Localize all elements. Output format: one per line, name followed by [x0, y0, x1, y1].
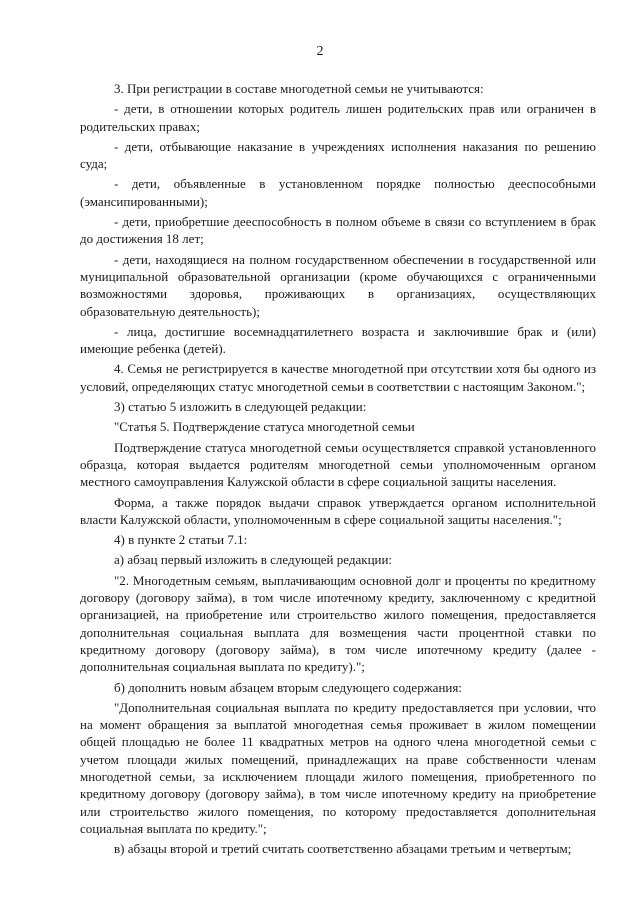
paragraph: "Дополнительная социальная выплата по кредиту предоставляется при условии, что на момент обращения за выплатой многодетная семья проживает в жилом помещении общей площадью не более 11 квадратных метров на одного члена многодетной семьи с учетом площади жилых помещений, принадлежащих на праве собственности членам многодетной семьи, за исключением площади жилого помещения, приобретенного по кредитному договору (договору займа), в том числе ипотечному кредиту на приобретение или строительство жилого помещения, по которому предоставляется дополнительная социальная выплата по кредиту."; — [80, 699, 596, 836]
paragraph: Подтверждение статуса многодетной семьи осуществляется справкой установленного образца, которая выдается родителям многодетной семьи уполномоченным органом местного самоуправления Калужской области в сфере социальной защиты населения. — [80, 439, 596, 490]
paragraph: Форма, а также порядок выдачи справок утверждается органом исполнительной власти Калужской области, уполномоченным в сфере социальной защиты населения."; — [80, 494, 596, 527]
page-number: 2 — [316, 44, 324, 59]
paragraph: б) дополнить новым абзацем вторым следующего содержания: — [114, 679, 462, 695]
document-body — [80, 80, 596, 860]
list-item: - дети, в отношении которых родитель лишен родительских прав или ограничен в родительских правах; — [80, 101, 596, 134]
paragraph: а) абзац первый изложить в следующей редакции: — [114, 552, 393, 568]
article-heading: "Статья 5. Подтверждение статуса многодетной семьи — [114, 419, 415, 435]
list-item: - дети, приобретшие дееспособность в полном объеме в связи со вступлением в брак до достижения 18 лет; — [80, 214, 596, 247]
list-item: - дети, объявленные в установленном порядке полностью дееспособными (эмансипированными); — [80, 176, 596, 209]
paragraph: 4. Семья не регистрируется в качестве многодетной при отсутствии хотя бы одного из условий, определяющих статус многодетной семьи в соответствии с настоящим Законом."; — [80, 361, 596, 394]
paragraph: в) абзацы второй и третий считать соответственно абзацами третьим и четвертым; — [114, 841, 572, 857]
paragraph: 3. При регистрации в составе многодетной семьи не учитываются: — [114, 81, 484, 96]
list-item: - дети, отбывающие наказание в учреждениях исполнения наказания по решению суда; — [80, 138, 596, 172]
list-item: - лица, достигшие восемнадцатилетнего возраста и заключившие брак и (или) имеющие ребенка (детей). — [80, 323, 596, 357]
paragraph: 4) в пункте 2 статьи 7.1: — [114, 532, 248, 548]
list-item: - дети, находящиеся на полном государственном обеспечении в государственной или муниципальной образовательной организации (кроме обучающихся с ограниченными возможностями здоровья, проживающих в организациях, осуществляющих образовательную деятельность); — [80, 251, 596, 319]
paragraph: "2. Многодетным семьям, выплачивающим основной долг и проценты по кредитному договору (договору займа), в том числе ипотечному кредиту, заключенному с кредитной организацией, на приобретение или строительство жилого помещения, предоставляется дополнительная социальная выплата для возмещения части процентной ставки по кредитному договору (договору займа), в том числе ипотечному кредиту (далее - дополнительная социальная выплата по кредиту)."; — [80, 572, 596, 675]
paragraph: 3) статью 5 изложить в следующей редакции: — [114, 399, 367, 415]
